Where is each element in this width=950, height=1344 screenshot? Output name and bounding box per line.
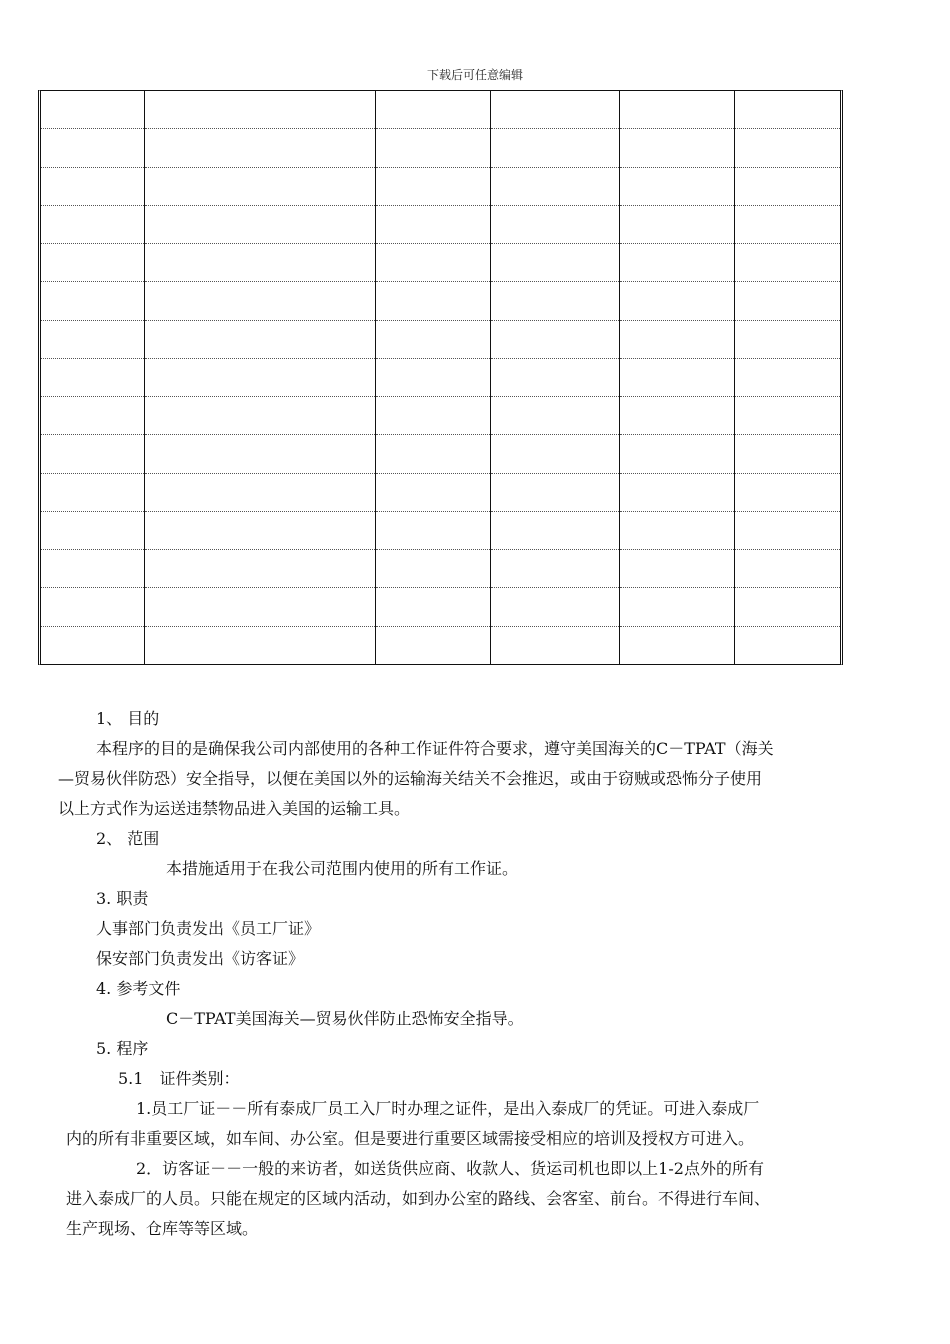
table-cell xyxy=(375,205,490,243)
table-cell xyxy=(619,244,734,282)
table-cell xyxy=(619,282,734,320)
table-row xyxy=(41,205,840,243)
table-cell xyxy=(619,91,734,129)
section-3-heading: 3. 职责 xyxy=(96,889,149,908)
table-row xyxy=(41,91,840,129)
table-cell xyxy=(490,397,619,435)
table-cell xyxy=(734,244,840,282)
table-row xyxy=(41,397,840,435)
table-cell xyxy=(619,473,734,511)
table-cell xyxy=(41,282,144,320)
table-row xyxy=(41,550,840,588)
section-2-text: 本措施适用于在我公司范围内使用的所有工作证。 xyxy=(166,859,519,878)
table-cell xyxy=(41,626,144,664)
table-cell xyxy=(490,320,619,358)
table-cell xyxy=(41,397,144,435)
table-row xyxy=(41,358,840,396)
section-3-item: 保安部门负责发出《访客证》 xyxy=(96,949,305,968)
table-cell xyxy=(375,397,490,435)
table-cell xyxy=(41,358,144,396)
table-cell xyxy=(375,473,490,511)
table-cell xyxy=(144,358,375,396)
section-1-heading: 1、 目的 xyxy=(96,709,160,728)
section-1-paragraph-line: 本程序的目的是确保我公司内部使用的各种工作证件符合要求，遵守美国海关的C－TPAT（海关 xyxy=(96,739,774,758)
table-cell xyxy=(144,511,375,549)
table-cell xyxy=(375,167,490,205)
section-4-text: C－TPAT美国海关—贸易伙伴防止恐怖安全指导。 xyxy=(166,1009,524,1028)
table-cell xyxy=(144,91,375,129)
table-row xyxy=(41,244,840,282)
section-4-heading: 4. 参考文件 xyxy=(96,979,181,998)
section-2-heading: 2、 范围 xyxy=(96,829,160,848)
table-cell xyxy=(375,435,490,473)
table-cell xyxy=(375,244,490,282)
table-cell xyxy=(490,550,619,588)
table-cell xyxy=(144,473,375,511)
table-row xyxy=(41,473,840,511)
table-cell xyxy=(734,550,840,588)
table-cell xyxy=(619,129,734,167)
section-5-1-heading: 5.1 证件类别： xyxy=(118,1069,240,1088)
table-cell xyxy=(734,205,840,243)
table-cell xyxy=(375,588,490,626)
section-1-paragraph-line: 以上方式作为运送违禁物品进入美国的运输工具。 xyxy=(58,799,411,818)
table-cell xyxy=(41,511,144,549)
document-body xyxy=(0,704,950,1244)
table-cell xyxy=(619,511,734,549)
table-row xyxy=(41,167,840,205)
table-cell xyxy=(41,244,144,282)
blank-form-table xyxy=(38,90,843,665)
table-cell xyxy=(41,588,144,626)
table-cell xyxy=(375,282,490,320)
table-cell xyxy=(375,91,490,129)
table-row xyxy=(41,626,840,664)
table-cell xyxy=(619,550,734,588)
table-cell xyxy=(490,91,619,129)
table-cell xyxy=(619,358,734,396)
table-cell xyxy=(375,511,490,549)
table-cell xyxy=(144,588,375,626)
table-cell xyxy=(144,282,375,320)
table-row xyxy=(41,435,840,473)
table-cell xyxy=(490,473,619,511)
table-cell xyxy=(734,626,840,664)
table-row xyxy=(41,129,840,167)
table-cell xyxy=(490,129,619,167)
table-cell xyxy=(375,320,490,358)
table-row xyxy=(41,320,840,358)
badge-type-item-line: 2．访客证－－一般的来访者，如送货供应商、收款人、货运司机也即以上1-2点外的所有 xyxy=(136,1159,764,1178)
table-cell xyxy=(144,550,375,588)
table-cell xyxy=(490,244,619,282)
table-cell xyxy=(41,167,144,205)
table-cell xyxy=(734,91,840,129)
table-cell xyxy=(619,435,734,473)
table-cell xyxy=(734,435,840,473)
table-row xyxy=(41,588,840,626)
table-cell xyxy=(375,626,490,664)
table-cell xyxy=(734,129,840,167)
table-cell xyxy=(734,167,840,205)
badge-type-item-line: 1.员工厂证－－所有泰成厂员工入厂时办理之证件，是出入泰成厂的凭证。可进入泰成厂 xyxy=(136,1099,760,1118)
table-cell xyxy=(41,91,144,129)
table-cell xyxy=(41,550,144,588)
page-header-note: 下载后可任意编辑 xyxy=(426,68,523,82)
table-cell xyxy=(490,511,619,549)
table-cell xyxy=(375,358,490,396)
table-cell xyxy=(619,588,734,626)
table-cell xyxy=(619,626,734,664)
table-cell xyxy=(734,320,840,358)
table-cell xyxy=(375,550,490,588)
table-cell xyxy=(490,435,619,473)
table-cell xyxy=(41,435,144,473)
table-cell xyxy=(734,511,840,549)
table-cell xyxy=(41,320,144,358)
table-cell xyxy=(144,244,375,282)
section-5-heading: 5. 程序 xyxy=(96,1039,149,1058)
table-cell xyxy=(41,473,144,511)
table-cell xyxy=(144,205,375,243)
table-cell xyxy=(144,129,375,167)
section-3-item: 人事部门负责发出《员工厂证》 xyxy=(96,919,321,938)
table-cell xyxy=(490,588,619,626)
badge-type-item-line: 进入泰成厂的人员。只能在规定的区域内活动，如到办公室的路线、会客室、前台。不得进行车间、 xyxy=(66,1189,771,1208)
table-cell xyxy=(619,397,734,435)
table-cell xyxy=(734,282,840,320)
table-cell xyxy=(619,320,734,358)
table-cell xyxy=(144,435,375,473)
table-cell xyxy=(734,397,840,435)
table-cell xyxy=(144,320,375,358)
table-cell xyxy=(734,588,840,626)
badge-type-item-line: 生产现场、仓库等等区域。 xyxy=(66,1219,259,1238)
table-cell xyxy=(144,626,375,664)
badge-type-item-line: 内的所有非重要区域，如车间、办公室。但是要进行重要区域需接受相应的培训及授权方可进入。 xyxy=(66,1129,755,1148)
table-cell xyxy=(375,129,490,167)
table-row xyxy=(41,282,840,320)
table-cell xyxy=(619,167,734,205)
table-cell xyxy=(734,473,840,511)
table-row xyxy=(41,511,840,549)
table-cell xyxy=(144,397,375,435)
table-cell xyxy=(490,167,619,205)
table-cell xyxy=(41,205,144,243)
table-cell xyxy=(41,129,144,167)
section-1-paragraph-line: —贸易伙伴防恐）安全指导，以便在美国以外的运输海关结关不会推迟，或由于窃贼或恐怖分子使用 xyxy=(58,769,763,788)
table-cell xyxy=(734,358,840,396)
table-cell xyxy=(490,205,619,243)
table-cell xyxy=(490,358,619,396)
table-cell xyxy=(490,282,619,320)
table-cell xyxy=(619,205,734,243)
table-cell xyxy=(144,167,375,205)
table-cell xyxy=(490,626,619,664)
